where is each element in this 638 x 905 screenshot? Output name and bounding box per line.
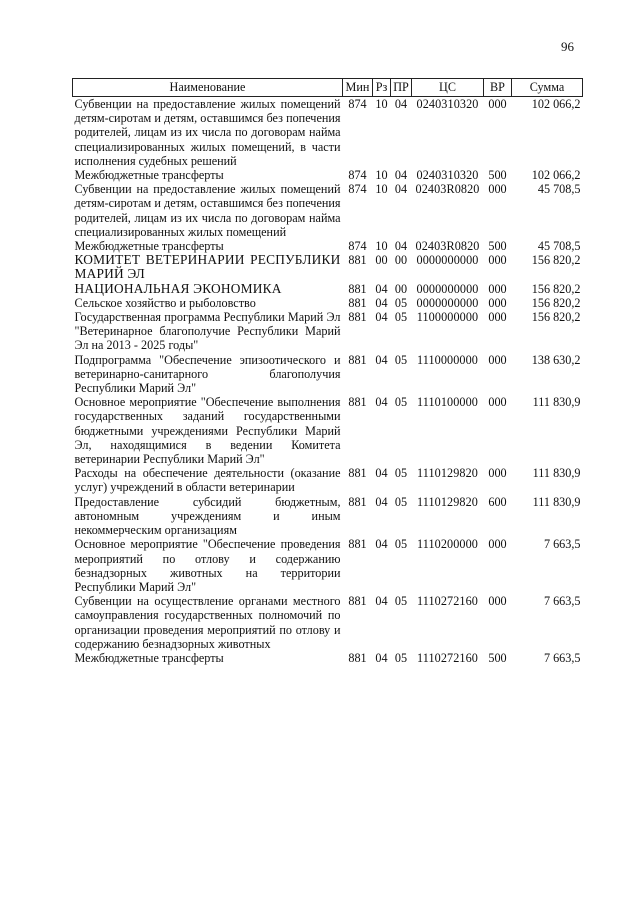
row-sum: 111 830,9 xyxy=(532,494,581,509)
row-rz: 00 xyxy=(375,253,388,268)
row-sum: 138 630,2 xyxy=(531,352,581,367)
row-pr: 05 xyxy=(394,295,408,310)
row-rz: 04 xyxy=(375,466,388,481)
row-min: 881 xyxy=(348,253,367,268)
row-cs: 1110272160 xyxy=(416,650,479,665)
header-vr: ВР xyxy=(484,79,512,97)
row-sum: 111 830,9 xyxy=(532,466,581,481)
row-min: 874 xyxy=(348,168,367,183)
table-body xyxy=(73,97,583,666)
row-sum: 156 820,2 xyxy=(531,310,581,325)
row-pr: 04 xyxy=(394,168,408,183)
row-vr: 000 xyxy=(488,97,507,111)
row-sum: 156 820,2 xyxy=(531,295,581,310)
row-rz: 04 xyxy=(375,352,388,367)
row-cs: 0000000000 xyxy=(416,295,479,310)
row-min: 881 xyxy=(348,466,367,481)
budget-table xyxy=(72,78,583,665)
page-number: 96 xyxy=(561,39,574,54)
row-pr: 00 xyxy=(394,281,408,296)
row-min: 881 xyxy=(348,395,367,410)
row-min: 874 xyxy=(348,182,367,197)
header-cs: ЦС xyxy=(412,79,484,97)
row-name: Межбюджетные трансферты xyxy=(74,239,224,254)
row-vr: 500 xyxy=(488,650,507,665)
row-min: 881 xyxy=(348,281,367,296)
table-row xyxy=(73,239,583,253)
row-cs: 1110272160 xyxy=(416,594,479,609)
row-rz: 04 xyxy=(375,310,388,325)
row-name: НАЦИОНАЛЬНАЯ ЭКОНОМИКА xyxy=(74,280,282,296)
row-name: КОМИТЕТ ВЕТЕРИНАРИИ РЕСПУБЛИКИ МАРИЙ ЭЛ xyxy=(74,252,341,282)
row-sum: 7 663,5 xyxy=(543,650,581,665)
row-min: 881 xyxy=(348,650,367,665)
row-cs: 0240310320 xyxy=(416,168,479,183)
header-min: Мин xyxy=(343,79,373,97)
row-vr: 000 xyxy=(488,281,507,296)
row-cs: 1110000000 xyxy=(416,352,479,367)
row-rz: 04 xyxy=(375,594,388,609)
row-sum: 111 830,9 xyxy=(532,395,581,410)
row-pr: 05 xyxy=(394,352,408,367)
row-vr: 000 xyxy=(488,537,507,552)
table-row xyxy=(73,168,583,182)
header-name: Наименование xyxy=(73,79,343,97)
row-vr: 600 xyxy=(488,494,507,509)
row-pr: 05 xyxy=(394,395,408,410)
row-rz: 04 xyxy=(375,395,388,410)
row-cs: 1110100000 xyxy=(416,395,479,410)
header-pr: ПР xyxy=(391,79,412,97)
table-row xyxy=(73,353,583,396)
row-pr: 04 xyxy=(394,182,408,197)
row-pr: 05 xyxy=(394,650,408,665)
row-rz: 04 xyxy=(375,295,388,310)
row-sum: 7 663,5 xyxy=(543,594,581,609)
row-cs: 0000000000 xyxy=(416,281,479,296)
row-min: 881 xyxy=(348,494,367,509)
row-cs: 1100000000 xyxy=(416,310,479,325)
row-rz: 04 xyxy=(375,494,388,509)
row-name: Субвенции на предоставление жилых помещений детям-сиротам и детям, оставшимся без попечения родителей, лицам из их числа по договорам найма специализированных жилых помещений xyxy=(74,182,341,239)
table-row xyxy=(73,537,583,594)
row-min: 881 xyxy=(348,352,367,367)
row-name: Государственная программа Республики Марий Эл "Ветеринарное благополучие Республики Марий Эл на 2013 - 2025 годы" xyxy=(74,310,341,353)
row-name: Субвенции на осуществление органами местного самоуправления государственных полномочий по организации проведения мероприятий по отлову и содержанию безнадзорных животных xyxy=(74,594,341,651)
row-vr: 000 xyxy=(488,395,507,410)
row-pr: 04 xyxy=(394,97,408,111)
row-pr: 00 xyxy=(394,253,408,268)
row-pr: 04 xyxy=(394,239,408,254)
table-row xyxy=(73,253,583,281)
table-row xyxy=(73,395,583,466)
row-cs: 1110129820 xyxy=(416,494,479,509)
table-row xyxy=(73,97,583,169)
row-name: Предоставление субсидий бюджетным, автономным учреждениям и иным некоммерческим организациям xyxy=(74,494,341,538)
row-name: Межбюджетные трансферты xyxy=(74,650,224,665)
row-sum: 45 708,5 xyxy=(537,182,581,197)
row-min: 881 xyxy=(348,594,367,609)
row-cs: 02403R0820 xyxy=(415,239,480,254)
row-vr: 500 xyxy=(488,239,507,254)
row-name: Основное мероприятие "Обеспечение выполнения государственных заданий государственными бюджетными учреждениями Республики Марий Эл, находящимися в ведении Комитета ветеринарии Республики Марий Эл" xyxy=(74,395,341,467)
header-sum: Сумма xyxy=(512,79,583,97)
row-sum: 7 663,5 xyxy=(543,537,581,552)
row-sum: 102 066,2 xyxy=(531,97,581,111)
row-min: 874 xyxy=(348,97,367,111)
row-rz: 10 xyxy=(375,239,388,254)
row-name: Межбюджетные трансферты xyxy=(74,168,224,183)
row-rz: 04 xyxy=(375,281,388,296)
row-rz: 10 xyxy=(375,182,388,197)
row-vr: 000 xyxy=(488,295,507,310)
table-row xyxy=(73,594,583,651)
row-pr: 05 xyxy=(394,494,408,509)
row-sum: 102 066,2 xyxy=(531,168,581,183)
table-row xyxy=(73,282,583,296)
table-row xyxy=(73,651,583,665)
row-name: Основное мероприятие "Обеспечение проведения мероприятий по отлову и содержанию безнадзорных животных на территории Республики Марий Эл" xyxy=(74,537,341,594)
row-vr: 000 xyxy=(488,466,507,481)
row-min: 881 xyxy=(348,295,367,310)
row-vr: 000 xyxy=(488,594,507,609)
row-name: Расходы на обеспечение деятельности (оказание услуг) учреждений в области ветеринарии xyxy=(74,466,341,495)
table-row xyxy=(73,495,583,538)
row-cs: 0000000000 xyxy=(416,253,479,268)
row-min: 874 xyxy=(348,239,367,254)
row-pr: 05 xyxy=(394,310,408,325)
row-min: 881 xyxy=(348,310,367,325)
row-vr: 000 xyxy=(488,352,507,367)
row-cs: 1110129820 xyxy=(416,466,479,481)
row-rz: 10 xyxy=(375,97,388,111)
row-vr: 000 xyxy=(488,182,507,197)
table-row xyxy=(73,182,583,239)
row-sum: 156 820,2 xyxy=(531,253,581,268)
row-rz: 10 xyxy=(375,168,388,183)
row-cs: 0240310320 xyxy=(416,97,479,111)
row-pr: 05 xyxy=(394,594,408,609)
row-vr: 500 xyxy=(488,168,507,183)
row-rz: 04 xyxy=(375,650,388,665)
row-vr: 000 xyxy=(488,253,507,268)
row-rz: 04 xyxy=(375,537,388,552)
row-pr: 05 xyxy=(394,537,408,552)
table-row xyxy=(73,466,583,494)
row-name: Сельское хозяйство и рыболовство xyxy=(74,295,256,310)
table-header-row xyxy=(73,79,583,97)
row-pr: 05 xyxy=(394,466,408,481)
row-min: 881 xyxy=(348,537,367,552)
row-sum: 45 708,5 xyxy=(537,239,581,254)
row-vr: 000 xyxy=(488,310,507,325)
row-cs: 1110200000 xyxy=(416,537,479,552)
header-rz: Рз xyxy=(373,79,391,97)
table-row xyxy=(73,310,583,353)
row-name: Подпрограмма "Обеспечение эпизоотического и ветеринарно-санитарного благополучия Республики Марий Эл" xyxy=(74,352,341,396)
row-cs: 02403R0820 xyxy=(415,182,480,197)
row-name: Субвенции на предоставление жилых помещений детям-сиротам и детям, оставшимся без попечения родителей, лицам из их числа по договорам найма специализированных жилых помещений, в части исполнения судебных решений xyxy=(74,97,341,168)
row-sum: 156 820,2 xyxy=(531,281,581,296)
table-row xyxy=(73,296,583,310)
